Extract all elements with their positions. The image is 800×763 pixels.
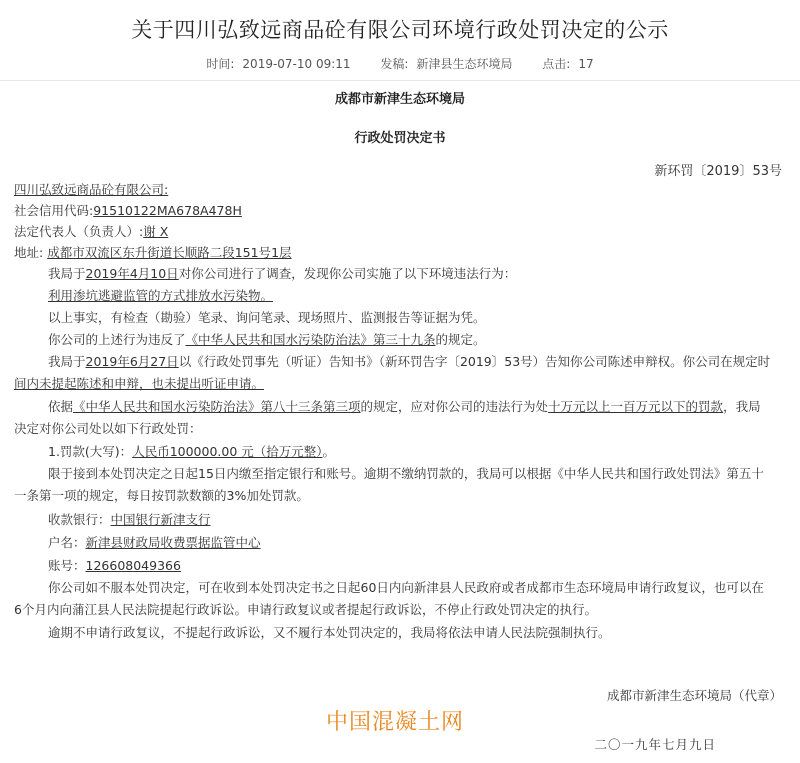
paragraph-enforcement: 逾期不申请行政复议，不提起行政诉讼，又不履行本处罚决定的，我局将依法申请人民法院强制执行。	[48, 625, 611, 640]
address-value: 成都市双流区东升街道长顺路二段151号1层	[47, 245, 292, 260]
paragraph-appeal-cont: 6个月内向蒲江县人民法院提起行政诉讼。申请行政复议或者提起行政诉讼，不停止行政处罚决定的执行。	[14, 602, 597, 617]
paragraph-basis: 依据《中华人民共和国水污染防治法》第八十三条第三项的规定，应对你公司的违法行为处十万元以上一百万元以下的罚款，我局	[48, 399, 761, 414]
credit-code-line	[14, 200, 786, 222]
company-name: 四川弘致远商品砼有限公司:	[14, 182, 169, 197]
signature: 成都市新津生态环境局（代章）	[606, 688, 782, 703]
paragraph-payment: 限于接到本处罚决定之日起15日内缴至指定银行和账号。逾期不缴纳罚款的，我局可以根据《中华人民共和国行政处罚法》第五十	[48, 466, 764, 481]
clicks-label: 点击:	[542, 57, 571, 71]
clicks-value: 17	[578, 57, 594, 71]
article-meta	[0, 55, 800, 72]
bank-line	[14, 509, 786, 531]
paragraph-violated-law: 你公司的上述行为违反了《中华人民共和国水污染防治法》第三十九条的规定。	[48, 332, 486, 347]
violated-law: 《中华人民共和国水污染防治法》第三十九条	[185, 332, 436, 347]
divider	[0, 80, 800, 81]
source-label: 发稿:	[380, 57, 409, 71]
paragraph-payment-cont: 一条第一项的规定，每日按罚款数额的3%加处罚款。	[14, 488, 309, 503]
legal-rep-line	[14, 221, 786, 243]
account-name-line	[14, 532, 786, 554]
document-number: 新环罚〔2019〕53号	[654, 164, 782, 179]
paragraph-appeal: 你公司如不服本处罚决定，可在收到本处罚决定书之日起60日内向新津县人民政府或者成都市生态环境局申请行政复议，也可以在	[48, 580, 764, 595]
paragraph-evidence: 以上事实，有检查（勘验）笔录、询问笔录、现场照片、监测报告等证据为凭。	[48, 310, 486, 325]
account-number-line	[14, 555, 786, 577]
watermark-text: 中国混凝土网	[326, 710, 465, 735]
paragraph-basis-cont: 决定对你公司处以如下行政处罚：	[14, 421, 202, 436]
account-number-label: 账号：	[48, 558, 86, 573]
notice-date: 2019年6月27日	[85, 354, 179, 369]
basis-law: 《中华人民共和国水污染防治法》第八十三条第三项	[73, 399, 361, 414]
fine-label: 1.罚款(大写)：	[48, 444, 133, 459]
paragraph-notice-cont: 间内未提起陈述和申辩，也未提出听证申请。	[14, 376, 265, 391]
source-value: 新津县生态环境局	[416, 57, 513, 71]
account-number-value: 126608049366	[85, 558, 181, 573]
account-name-label: 户名：	[48, 535, 86, 550]
fine-amount: 人民币100000.00 元（拾万元整）	[132, 444, 323, 459]
legal-rep-value: 谢 X	[143, 224, 169, 239]
credit-code-label: 社会信用代码:	[14, 203, 94, 218]
credit-code-value: 91510122MA678A478H	[93, 203, 242, 218]
document-title: 行政处罚决定书	[354, 131, 446, 146]
address-label: 地址:	[14, 245, 44, 260]
address-line	[14, 242, 786, 264]
issue-date: 二〇一九年七月九日	[594, 737, 716, 752]
legal-rep-label: 法定代表人（负责人）:	[14, 224, 144, 239]
fine-line: 1.罚款(大写)：人民币100000.00 元（拾万元整）。	[48, 444, 336, 459]
paragraph-investigation: 我局于2019年4月10日对你公司进行了调查，发现你公司实施了以下环境违法行为：	[48, 266, 517, 281]
bank-label: 收款银行：	[48, 512, 111, 527]
page-title: 关于四川弘致远商品砼有限公司环境行政处罚决定的公示	[131, 18, 669, 42]
time-label: 时间:	[206, 57, 235, 71]
account-name-value: 新津县财政局收费票据监管中心	[85, 535, 261, 550]
fine-range: 十万元以上一百万元以下的罚款	[548, 399, 724, 414]
paragraph-notice: 我局于2019年6月27日以《行政处罚事先（听证）告知书》（新环罚告字〔2019〕53号）告知你公司陈述申辩权。你公司在规定时	[48, 354, 771, 369]
time-value: 2019-07-10 09:11	[242, 57, 351, 71]
bank-value: 中国银行新津支行	[110, 512, 211, 527]
violation-text: 利用渗坑逃避监管的方式排放水污染物。	[48, 288, 274, 303]
investigation-date: 2019年4月10日	[85, 266, 179, 281]
agency-name: 成都市新津生态环境局	[334, 92, 465, 107]
